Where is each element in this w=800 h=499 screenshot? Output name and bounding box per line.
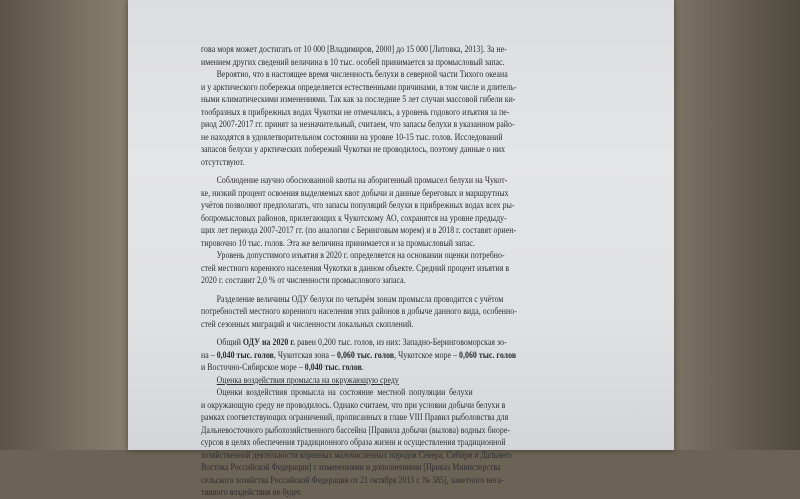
- background-left: [0, 0, 140, 450]
- text-span: равен 0,200 тыс. голов, из них: Западно-Беринговоморская зо-: [295, 337, 507, 347]
- text-line: [201, 361, 660, 374]
- text-line: говa моря может достигать от 10 000 [Владимиров, 2000] до 15 000 [Литовка, 2013]. За не-: [201, 44, 507, 54]
- text-line: тообразных в прибрежных водах Чукотки не отмечались, а уровень годового изъятия за пе-: [201, 106, 510, 117]
- text-span: и Восточно-Сибирское море –: [201, 362, 305, 372]
- text-line: сельского хозяйства Российской Федерации от 21 октября 2013 г. № 385], заметного нега-: [201, 474, 504, 485]
- text-span: , Чукотское море –: [394, 349, 460, 360]
- section-heading: Оценка воздействия промысла на окружающую среду: [216, 374, 399, 385]
- text-line: не находятся в удовлетворительном состоянии на уровне 10-15 тыс. голов. Исследований: [201, 131, 503, 142]
- odu-label: ОДУ на 2020 г.: [242, 337, 296, 347]
- text-line: [201, 349, 660, 362]
- quota-value: 0,040 тыс. голов: [304, 362, 362, 372]
- text-span: на –: [201, 349, 217, 360]
- text-line: Разделение величины ОДУ белухи по четырём зонам промысла проводится с учётом: [216, 293, 504, 304]
- text-line: сурсов в целях обеспечения традиционного образа жизни и осуществления традиционной: [201, 437, 506, 447]
- text-line: Вероятно, что в настоящее время численность белухи в северной части Тихого океана: [216, 69, 508, 79]
- text-line: учётов позволяют предполагать, что запасы популяций белухи в прибрежных водах всех ры-: [201, 200, 515, 210]
- paragraph-3: [201, 174, 660, 249]
- text-line: рамках соответствующих ограничений, прописанных в главе VIII Правил рыболовства для: [201, 412, 509, 422]
- text-line: риод 2007-2017 гг. принят за незначительный, считаем, что запасы белухи в указанном райо-: [201, 119, 515, 129]
- text-line: щих лет периода 2007-2017 гг. (по аналогии с Беринговым морем) и в 2018 г. составят ориен-: [201, 225, 517, 235]
- text-line: стей сезонных миграций и численности локальных скоплений.: [201, 318, 414, 329]
- text-line: 2020 г. составит 2,0 % от численности промыслового запаса.: [201, 275, 406, 285]
- paragraph-5: [201, 293, 660, 331]
- text-line: Оценки воздействия промысла на состояние местной популяции белухи: [216, 387, 473, 397]
- text-line: тивного воздействия не будет.: [201, 487, 303, 497]
- text-line: Востока Российской Федерации] с изменениями и дополнениями [Приказ Министерства: [201, 462, 501, 472]
- paragraph-1: [201, 43, 660, 68]
- paragraph-odu: [201, 336, 660, 374]
- text-span: Общий: [216, 337, 243, 347]
- text-span: , Чукотская зона –: [273, 349, 337, 360]
- text-line: ными климатическими изменениями. Так как за последние 5 лет случаи массовой гибели ки-: [201, 94, 516, 104]
- text-line: и окружающую среду не проводилось. Однако считаем, что при условии добычи белухи в: [201, 399, 506, 410]
- text-line: бопромысловых районов, прилегающих к Чукотскому АО, сохранятся на уровне предыду-: [201, 212, 507, 223]
- paper-sheet: [128, 0, 674, 497]
- text-line: имением других сведений величина в 10 тыс. особей принимается за промысловый запас.: [201, 56, 505, 67]
- text-line: потребностей местного коренного населения этих районов в добыче данного вида, особенно-: [201, 306, 517, 316]
- text-line: ке, низкий процент освоения выделяемых квот добычи и данные береговых и маршрутных: [201, 187, 509, 198]
- quota-value: 0,040 тыс. голов: [216, 349, 274, 360]
- text-line: тировочно 10 тыс. голов. Эта же величина принимается и за промысловый запас.: [201, 237, 475, 248]
- paragraph-7: [201, 386, 660, 499]
- background-right: [660, 0, 800, 450]
- text-line: хозяйственной деятельности коренных малочисленных народов Севера, Сибири и Дальнего: [201, 449, 512, 460]
- text-line: отсутствуют.: [201, 156, 245, 167]
- document-text: [201, 43, 660, 499]
- text-line: и у арктического побережья определяется естественными причинами, в том числе и длитель-: [201, 81, 517, 92]
- text-span: .: [361, 362, 364, 372]
- paragraph-2: [201, 68, 660, 168]
- quota-value: 0,060 тыс. голов: [459, 349, 517, 360]
- text-line: запасов белухи у арктических побережий Чукотки не проводилось, поэтому данные о них: [201, 144, 506, 154]
- paragraph-4: [201, 249, 660, 287]
- text-line: Соблюдение научно обоснованной квоты на аборигенный промысел белухи на Чукот-: [216, 175, 508, 185]
- quota-value: 0,060 тыс. голов: [336, 349, 395, 360]
- text-line: Дальневосточного рыбохозяйственного бассейна [Правила добычи (вылова) водных биоре-: [201, 424, 510, 435]
- text-line: Уровень допустимого изъятия в 2020 г. определяется на основании оценки потребно-: [216, 250, 505, 260]
- text-line: стей местного коренного населения Чукотки в данном объекте. Средний процент изъятия в: [201, 262, 510, 273]
- text-line: [201, 336, 660, 349]
